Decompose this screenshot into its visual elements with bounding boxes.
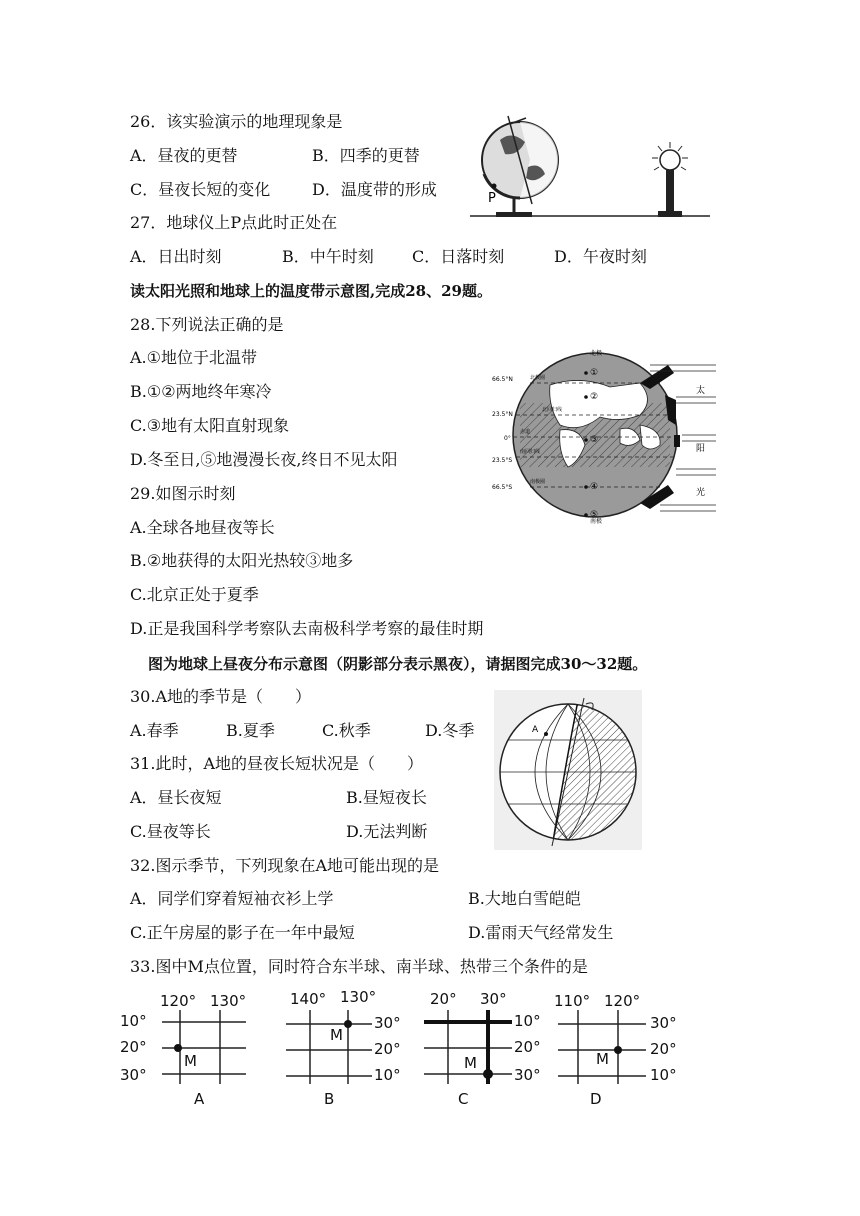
svg-text:10°: 10° — [374, 1066, 401, 1084]
intro-30-32: 图为地球上昼夜分布示意图（阴影部分表示黑夜），请据图完成30～32题。 — [148, 655, 648, 673]
q32-option-b: B.大地白雪皑皑 — [468, 889, 581, 908]
svg-text:北极圈: 北极圈 — [530, 375, 546, 381]
svg-text:23.5°N: 23.5°N — [492, 411, 513, 418]
svg-text:阳: 阳 — [696, 444, 706, 454]
svg-text:20°: 20° — [650, 1040, 677, 1058]
svg-text:①: ① — [590, 368, 599, 378]
svg-text:C: C — [458, 1090, 469, 1108]
svg-text:110°: 110° — [554, 992, 591, 1010]
q29-option-b: B.②地获得的太阳光热较③地多 — [130, 551, 354, 570]
svg-text:30°: 30° — [480, 990, 507, 1008]
svg-text:②: ② — [590, 392, 599, 402]
svg-text:30°: 30° — [514, 1066, 541, 1084]
grid-d — [554, 992, 677, 1108]
svg-text:140°: 140° — [290, 990, 327, 1008]
q30-option-a: A.春季 — [130, 721, 179, 740]
q30-stem: 30.A地的季节是（ ） — [130, 687, 312, 706]
q26-option-b: B．四季的更替 — [312, 146, 420, 165]
q28-option-d: D.冬至日,⑤地漫漫长夜,终日不见太阳 — [130, 450, 398, 469]
svg-text:0°: 0° — [504, 435, 511, 442]
svg-text:20°: 20° — [430, 990, 457, 1008]
q28-option-c: C.③地有太阳直射现象 — [130, 416, 290, 435]
q32-option-a: A．同学们穿着短袖衣衫上学 — [130, 889, 334, 908]
q31-stem: 31.此时，A地的昼夜长短状况是（ ） — [130, 754, 424, 773]
grid-a — [120, 992, 246, 1108]
svg-text:光: 光 — [696, 488, 706, 498]
svg-text:120°: 120° — [604, 992, 641, 1010]
q30-option-b: B.夏季 — [226, 721, 275, 740]
lamp-icon — [660, 150, 680, 170]
svg-text:赤道: 赤道 — [520, 429, 531, 435]
svg-text:23.5°S: 23.5°S — [492, 457, 513, 464]
svg-text:B: B — [324, 1090, 335, 1108]
grid-c — [424, 990, 541, 1108]
q32-option-d: D.雷雨天气经常发生 — [468, 923, 614, 942]
svg-text:太: 太 — [696, 386, 706, 396]
q27-stem: 27．地球仪上P点此时正处在 — [130, 213, 338, 232]
svg-text:⑤: ⑤ — [590, 510, 599, 520]
q27-option-d: D．午夜时刻 — [554, 247, 647, 266]
a-label: A — [532, 725, 539, 735]
q32-stem: 32.图示季节，下列现象在A地可能出现的是 — [130, 856, 440, 875]
globe-lamp-figure — [470, 112, 720, 222]
svg-text:④: ④ — [590, 482, 599, 492]
q28-option-a: A.①地位于北温带 — [130, 348, 257, 367]
svg-text:10°: 10° — [514, 1012, 541, 1030]
svg-text:M: M — [596, 1050, 609, 1068]
q31-option-c: C.昼夜等长 — [130, 822, 211, 841]
q27-option-a: A．日出时刻 — [130, 247, 222, 266]
q26-stem: 26．该实验演示的地理现象是 — [130, 112, 343, 131]
q26-option-a: A．昼夜的更替 — [130, 146, 238, 165]
intro-28-29: 读太阳光照和地球上的温度带示意图,完成28、29题。 — [130, 282, 492, 300]
q28-option-b: B.①②两地终年寒冷 — [130, 382, 272, 401]
svg-text:20°: 20° — [514, 1038, 541, 1056]
q26-option-d: D．温度带的形成 — [312, 180, 437, 199]
q29-option-a: A.全球各地昼夜等长 — [130, 518, 275, 537]
svg-text:南回归线: 南回归线 — [520, 449, 541, 455]
svg-text:20°: 20° — [374, 1040, 401, 1058]
q32-option-c: C.正午房屋的影子在一年中最短 — [130, 923, 355, 942]
svg-text:130°: 130° — [210, 992, 247, 1010]
temperature-zones-figure — [490, 345, 720, 525]
svg-text:南极: 南极 — [590, 518, 603, 525]
svg-text:66.5°N: 66.5°N — [492, 376, 513, 383]
svg-text:20°: 20° — [120, 1038, 147, 1056]
svg-text:66.5°S: 66.5°S — [492, 484, 513, 491]
svg-text:10°: 10° — [120, 1012, 147, 1030]
svg-text:A: A — [194, 1090, 205, 1108]
svg-text:10°: 10° — [650, 1066, 677, 1084]
svg-text:30°: 30° — [120, 1066, 147, 1084]
q33-stem: 33.图中M点位置，同时符合东半球、南半球、热带三个条件的是 — [130, 957, 588, 976]
q31-option-a: A．昼长夜短 — [130, 788, 222, 807]
svg-text:D: D — [590, 1090, 602, 1108]
svg-text:M: M — [464, 1054, 477, 1072]
q27-option-c: C．日落时刻 — [412, 247, 505, 266]
q29-stem: 29.如图示时刻 — [130, 484, 236, 503]
q29-option-d: D.正是我国科学考察队去南极科学考察的最佳时期 — [130, 619, 484, 638]
svg-text:南极圈: 南极圈 — [530, 479, 546, 485]
svg-text:30°: 30° — [650, 1014, 677, 1032]
day-night-globe-figure — [494, 690, 642, 850]
q26-option-c: C．昼夜长短的变化 — [130, 180, 271, 199]
svg-text:M: M — [184, 1052, 197, 1070]
q30-option-c: C.秋季 — [322, 721, 371, 740]
svg-text:120°: 120° — [160, 992, 197, 1010]
q29-option-c: C.北京正处于夏季 — [130, 585, 259, 604]
svg-text:130°: 130° — [340, 988, 377, 1006]
q27-option-b: B．中午时刻 — [282, 247, 374, 266]
svg-text:北极: 北极 — [590, 350, 603, 357]
q30-option-d: D.冬季 — [425, 721, 475, 740]
svg-text:M: M — [330, 1026, 343, 1044]
lat-long-grids-figure — [118, 988, 688, 1108]
q31-option-b: B.昼短夜长 — [346, 788, 427, 807]
q31-option-d: D.无法判断 — [346, 822, 428, 841]
svg-text:30°: 30° — [374, 1014, 401, 1032]
q28-stem: 28.下列说法正确的是 — [130, 315, 284, 334]
p-label: P — [488, 191, 496, 206]
svg-text:③: ③ — [590, 435, 599, 445]
svg-text:北回归线: 北回归线 — [542, 407, 563, 413]
grid-b — [286, 988, 401, 1108]
